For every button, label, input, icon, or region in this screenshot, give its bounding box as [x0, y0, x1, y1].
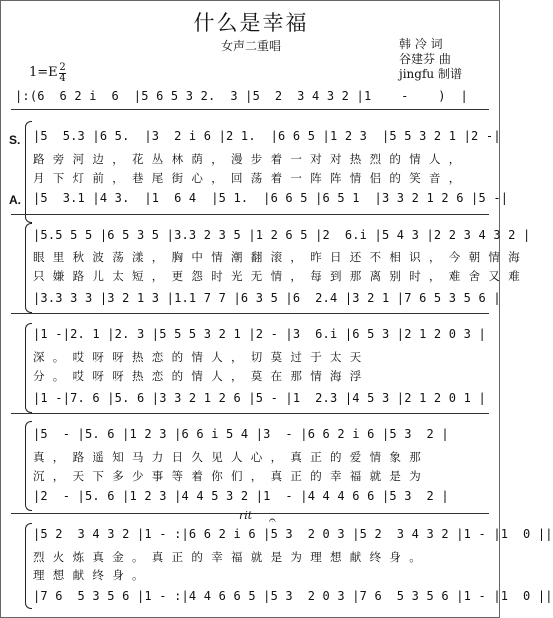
song-subtitle: 女声二重唱	[220, 39, 281, 53]
lyric-line-1: 烈火炼真金。真正的幸福就是为理想献终身。	[33, 550, 429, 564]
alto-line: |7 6 5 3 5 6 |1 - :|4 4 6 6 5 |5 3 2 0 3 |7 6 5 3 5 6 |1 - |1 0 ||	[33, 589, 553, 603]
soprano-line: |5 2 3 4 3 2 |1 - :|6 6 2 i 6 |5 3 2 0 3 |5 2 3 4 3 2 |1 - |1 0 ||	[33, 527, 553, 541]
system-brace	[25, 421, 32, 511]
alto-label: A.	[9, 193, 21, 207]
system-divider	[11, 413, 489, 414]
system-divider	[11, 214, 489, 215]
soprano-line: |5 5.3 |6 5. |3 2 i 6 |2 1. |6 6 5 |1 2 3 |5 5 3 2 1 |2 -|	[33, 129, 501, 143]
lyric-line-2: 沉，天下多少事等着你们，真正的幸福就是为	[33, 469, 429, 483]
lyric-line-2: 理想献终身。	[33, 568, 152, 582]
lyric-line-2: 月下灯前，巷尾街心，回荡着一阵阵情侣的笑音，	[33, 171, 469, 185]
time-top: 2	[59, 62, 66, 73]
time-bottom: 4	[59, 73, 66, 84]
composer-credit: 谷建芬 曲	[399, 52, 451, 66]
fermata-icon: 𝄐	[269, 513, 276, 527]
alto-line: |5 3.1 |4 3. |1 6 4 |5 1. |6 6 5 |6 5 1 |3 3 2 1 2 6 |5 -|	[33, 191, 509, 205]
system-divider	[11, 109, 489, 110]
alto-line: |2 - |5. 6 |1 2 3 |4 4 5 3 2 |1 - |4 4 4 6 6 |5 3 2 |	[33, 489, 449, 503]
soprano-line: |5.5 5 5 |6 5 3 5 |3.3 2 3 5 |1 2 6 5 |2 6.i |5 4 3 |2 2 3 4 3 2 |	[33, 228, 531, 242]
song-title: 什么是幸福	[193, 11, 309, 35]
lyric-line-2: 分。哎呀呀热恋的情人，莫在那情海浮	[33, 369, 370, 383]
time-signature	[59, 63, 66, 84]
arranger-credit: jingfu 制谱	[399, 67, 462, 81]
key-signature: 1=E	[29, 65, 58, 80]
lyric-line-1: 路旁河边，花丛林荫，漫步着一对对热烈的情人，	[33, 152, 469, 166]
system-brace	[25, 523, 32, 609]
lyric-line-2: 只嫌路儿太短，更怨时光无情，每到那离别时，难舍又难	[33, 269, 528, 283]
system-divider	[11, 313, 489, 314]
alto-line: |3.3 3 3 |3 2 1 3 |1.1 7 7 |6 3 5 |6 2.4 |3 2 1 |7 6 5 3 5 6 |	[33, 291, 501, 305]
soprano-line: |5 - |5. 6 |1 2 3 |6 6 i 5 4 |3 - |6 6 2 i 6 |5 3 2 |	[33, 427, 449, 441]
lyric-line-1: 眼里秋波荡漾，胸中情潮翻滚，昨日还不相识，今朝情海	[33, 250, 528, 264]
lyricist-credit: 韩 冷 词	[399, 37, 443, 51]
alto-line: |1 -|7. 6 |5. 6 |3 3 2 1 2 6 |5 - |1 2.3 |4 5 3 |2 1 2 0 1 |	[33, 391, 486, 405]
intro-line: |:(6 6 2 i 6 |5 6 5 3 2. 3 |5 2 3 4 3 2 |1 - ) |	[15, 89, 468, 103]
system-brace	[25, 323, 32, 413]
rit-marking: rit	[239, 509, 253, 522]
system-brace	[25, 223, 32, 313]
lyric-line-1: 真，路遥知马力日久见人心，真正的爱情象那	[33, 450, 429, 464]
soprano-label: S.	[9, 133, 21, 147]
lyric-line-1: 深。哎呀呀热恋的情人，切莫过于太天	[33, 350, 370, 364]
soprano-line: |1 -|2. 1 |2. 3 |5 5 5 3 2 1 |2 - |3 6.i |6 5 3 |2 1 2 0 3 |	[33, 327, 486, 341]
system-brace	[25, 121, 32, 223]
